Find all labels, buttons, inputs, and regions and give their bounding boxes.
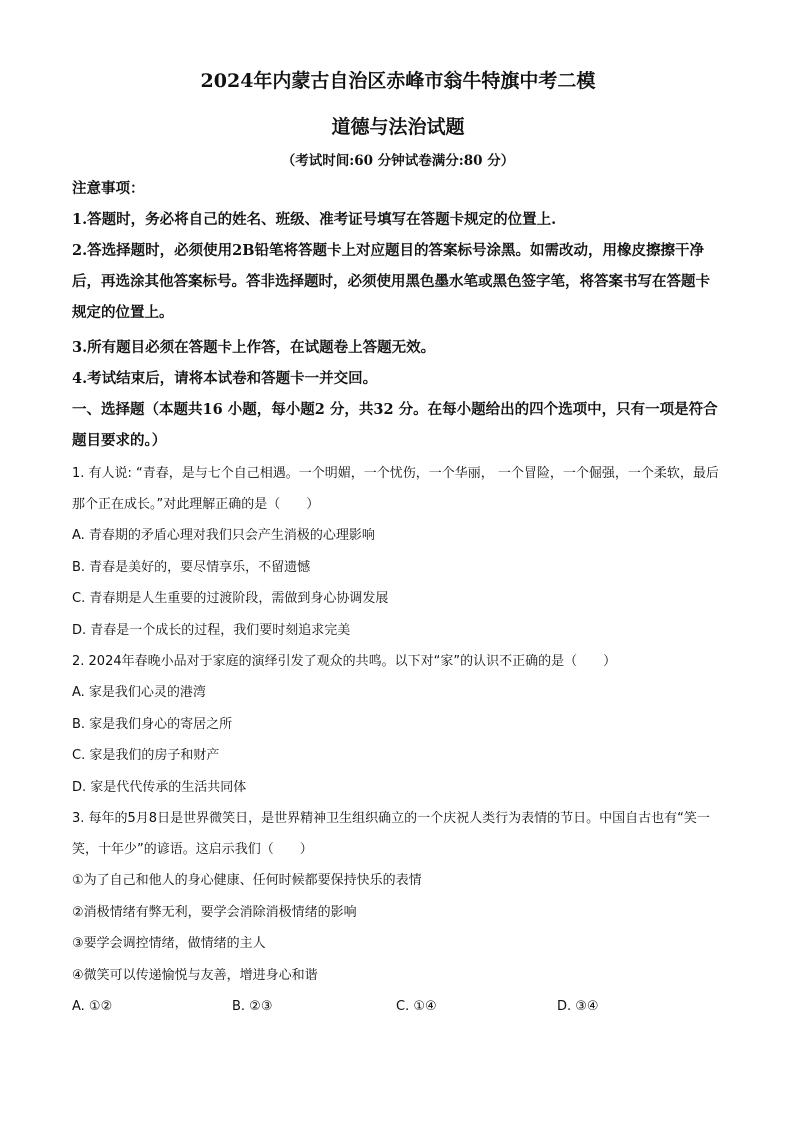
question-1-option-b: B. 青春是美好的，要尽情享乐，不留遗憾 bbox=[72, 559, 311, 575]
note-item-3: 3.所有题目必须在答题卡上作答，在试题卷上答题无效。 bbox=[72, 339, 436, 356]
note-item-4: 4.考试结束后，请将本试卷和答题卡一并交回。 bbox=[72, 370, 378, 387]
question-3-choice-c: C. ①④ bbox=[396, 999, 437, 1014]
question-3-statement-1: ①为了自己和他人的身心健康、任何时候都要保持快乐的表情 bbox=[72, 873, 422, 888]
exam-subject: 道德与法治试题 bbox=[331, 116, 465, 138]
exam-page bbox=[72, 68, 724, 1023]
question-3-statement-2: ②消极情绪有弊无利，要学会消除消极情绪的影响 bbox=[72, 904, 357, 920]
question-3-choices bbox=[72, 991, 724, 1023]
question-3-statement-3: ③要学会调控情绪，做情绪的主人 bbox=[72, 936, 266, 951]
question-3-choice-d: D. ③④ bbox=[557, 999, 599, 1014]
notes-heading: 注意事项： bbox=[72, 180, 145, 197]
question-3-choice-b: B. ②③ bbox=[232, 999, 273, 1014]
question-2-option-a: A. 家是我们心灵的港湾 bbox=[72, 685, 206, 700]
exam-info: （考试时间:60 分钟试卷满分:80 分） bbox=[281, 153, 515, 169]
question-1-stem: 1. 有人说: “青春，是与七个自己相遇。一个明媚，一个忧伤，一个华丽， 一个冒险，一个倔强，一个柔软，最后那个正在成长。”对此理解正确的是（ ） bbox=[72, 466, 719, 512]
question-1-option-d: D. 青春是一个成长的过程，我们要时刻追求完美 bbox=[72, 622, 351, 638]
note-item-2: 2.答选择题时，必须使用2B铅笔将答题卡上对应题目的答案标号涂黑。如需改动，用橡皮擦擦干净后，再选涂其他答案标号。答非选择题时，必须使用黑色墨水笔或黑色签字笔，将答案书写在答题卡规定的位置上。 bbox=[72, 242, 710, 321]
question-3-choice-a: A. ①② bbox=[72, 999, 113, 1014]
note-item-1: 1.答题时，务必将自己的姓名、班级、准考证号填写在答题卡规定的位置上. bbox=[72, 211, 557, 228]
question-2-stem: 2. 2024年春晚小品对于家庭的演绎引发了观众的共鸣。以下对“家”的认识不正确的是（ ） bbox=[72, 654, 617, 669]
question-2-option-b: B. 家是我们身心的寄居之所 bbox=[72, 716, 233, 732]
question-2-option-c: C. 家是我们的房子和财产 bbox=[72, 748, 220, 763]
question-3-statement-4: ④微笑可以传递愉悦与友善，增进身心和谐 bbox=[72, 967, 318, 983]
question-2-option-d: D. 家是代代传承的生活共同体 bbox=[72, 779, 247, 795]
exam-title: 2024年内蒙古自治区赤峰市翁牛特旗中考二模 bbox=[200, 70, 596, 92]
question-1-option-a: A. 青春期的矛盾心理对我们只会产生消极的心理影响 bbox=[72, 528, 375, 543]
question-3-stem: 3. 每年的5月8日是世界微笑日，是世界精神卫生组织确立的一个庆祝人类行为表情的节日。中国自古也有“笑一笑，十年少”的谚语。这启示我们（ ） bbox=[72, 811, 710, 857]
question-1-option-c: C. 青春期是人生重要的过渡阶段，需做到身心协调发展 bbox=[72, 591, 389, 606]
section-heading: 一、选择题（本题共16 小题，每小题2 分，共32 分。在每小题给出的四个选项中，只有一项是符合题目要求的。） bbox=[72, 401, 718, 449]
